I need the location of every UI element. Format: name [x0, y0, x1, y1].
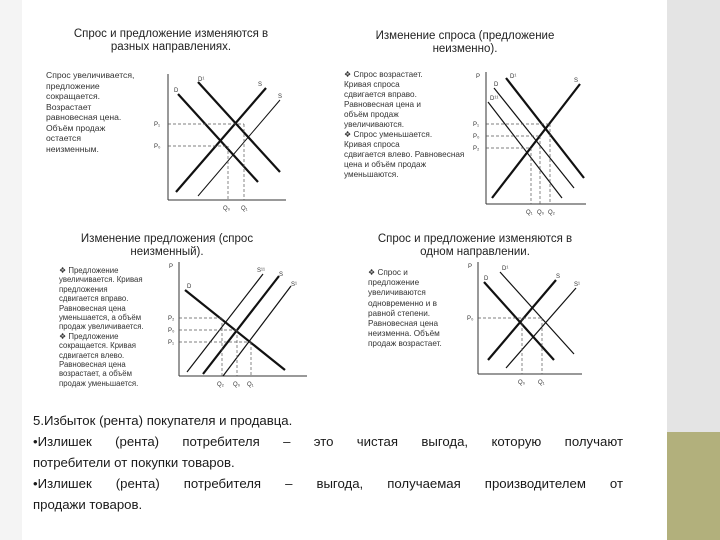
panel-description — [344, 70, 468, 180]
panel-demand-change — [340, 22, 590, 218]
description-line: объём продаж — [344, 110, 399, 119]
description-line: сокращается. — [46, 91, 101, 101]
panel-title-line: неизменный). — [130, 246, 204, 258]
panel-title-line: Изменение спроса (предложение — [375, 30, 555, 42]
description-item — [59, 332, 169, 341]
description-item — [344, 130, 468, 140]
description-line: Спрос и — [377, 268, 408, 277]
description-line: неизменным. — [46, 143, 99, 154]
panel-opposite-directions — [36, 22, 306, 222]
description-line: Спрос увеличивается, — [46, 70, 135, 80]
description-line: Спрос уменьшается. — [353, 130, 433, 139]
panel-supply-change — [55, 226, 317, 392]
description-line: возрастает, а объём — [59, 369, 132, 379]
right-strip — [667, 0, 720, 432]
axis-label: P — [468, 264, 473, 270]
axis-label: P₁ — [154, 122, 161, 128]
axis-label: P₀ — [473, 134, 480, 140]
curve-label: D¹ — [510, 74, 517, 80]
curve-label: D — [484, 276, 489, 282]
description-line: уменьшается, а объём — [59, 313, 142, 323]
description-line: предложение — [46, 80, 100, 91]
panel-title — [40, 28, 302, 54]
axis-label: P₁ — [473, 122, 480, 128]
curve-label: S — [279, 272, 284, 278]
bullet-line: •Излишек (рента) потребителя – выгода, получаемая производителем от — [33, 476, 623, 491]
axis-label: Q₀ — [537, 210, 545, 216]
axis-label: Q₂ — [217, 382, 224, 388]
description-line: продаж уменьшается. — [59, 378, 139, 388]
panel-title — [342, 30, 588, 56]
description-line: одновременно и в — [368, 298, 437, 308]
supply-demand-diagram — [148, 72, 288, 222]
demand-curve-d1 — [198, 82, 283, 172]
panel-title-line: разных направлениях. — [110, 41, 232, 53]
description-line: Объём продаж — [46, 122, 106, 133]
axis-label: Q₀ — [518, 380, 526, 386]
slide-body-text — [33, 410, 623, 515]
panel-description — [46, 70, 161, 154]
panel-title-line: одном направлении. — [420, 246, 530, 258]
bullet-line: продажи товаров. — [33, 497, 143, 512]
description-line: увеличиваются. — [344, 120, 405, 129]
panel-description — [368, 268, 464, 350]
right-accent-strip — [667, 432, 720, 540]
description-line: сдвигается влево. — [59, 350, 125, 360]
curve-label: D — [174, 88, 179, 94]
panel-title-line: Спрос и предложение изменяются в — [377, 233, 573, 245]
description-line: предложения — [59, 284, 108, 294]
demand-curve-d — [494, 88, 574, 188]
description-line: продаж увеличивается. — [59, 322, 144, 332]
bullet-icon: ❖ — [344, 70, 352, 79]
description-line: цена и объём продаж — [344, 160, 427, 169]
description-line: остается — [46, 133, 81, 143]
description-line: неизменна. Объём — [368, 329, 440, 339]
curve-label: D¹¹ — [490, 96, 499, 102]
bullet-icon: ❖ — [59, 331, 67, 341]
bullet-icon: ❖ — [59, 266, 67, 275]
axis-label: P₂ — [168, 316, 175, 322]
panel-title-line: Изменение предложения (спрос — [80, 233, 254, 245]
supply-curve-s — [203, 276, 279, 374]
description-line: Предложение — [68, 331, 119, 341]
curve-label: S — [258, 82, 263, 88]
description-line: Предложение — [68, 266, 119, 275]
section-heading: 5.Избыток (рента) покупателя и продавца. — [33, 413, 293, 428]
axis-label: Q₂ — [548, 210, 555, 216]
description-item — [368, 268, 464, 278]
left-margin — [0, 0, 22, 540]
curve-label: D¹ — [198, 77, 205, 83]
description-line: равной степени. — [368, 308, 431, 318]
description-line: Равновесная цена и — [344, 100, 421, 109]
supply-demand-diagram — [470, 70, 588, 218]
description-line: Кривая спроса — [344, 140, 400, 149]
axis-label: P₀ — [467, 316, 474, 322]
supply-curve-s11 — [187, 274, 263, 372]
description-line: Равновесная цена — [368, 319, 439, 329]
supply-demand-diagram — [167, 260, 311, 390]
description-line: продаж возрастает. — [368, 339, 442, 349]
axis-label: P₁ — [168, 340, 175, 346]
panel-title — [366, 233, 584, 259]
description-line: сдвигается влево. Равновесная — [344, 150, 465, 159]
panel-same-direction — [364, 226, 586, 392]
description-line: увеличиваются — [368, 288, 426, 298]
axis-label: Q₁ — [538, 380, 545, 386]
curve-label: S — [574, 78, 579, 84]
description-line: Равновесная цена — [59, 360, 126, 370]
axis-label: P₂ — [473, 146, 480, 152]
description-line: увеличивается. Кривая — [59, 275, 143, 285]
description-line: сокращается. Кривая — [59, 341, 137, 351]
panel-title-line: Спрос и предложение изменяются в — [73, 28, 269, 40]
curve-label: S — [556, 274, 561, 280]
curve-label: S — [278, 94, 283, 100]
axis-label: Q₁ — [241, 206, 248, 212]
panel-description — [59, 266, 169, 388]
description-line: равновесная цена. — [46, 112, 122, 122]
supply-curve-s1 — [223, 286, 291, 376]
description-line: Спрос возрастает. — [353, 70, 423, 79]
curve-label: S¹ — [574, 282, 580, 288]
axis-label: Q₀ — [233, 382, 241, 388]
curve-label: S¹¹ — [257, 268, 265, 274]
description-item — [344, 70, 468, 80]
axis-label: Q₀ — [223, 206, 231, 212]
panel-title-line: неизменно). — [432, 43, 498, 55]
curve-label: S¹ — [291, 282, 297, 288]
supply-demand-diagram — [466, 260, 584, 390]
demand-curve-d — [178, 94, 258, 182]
panel-title — [57, 233, 277, 259]
axis-label: P — [169, 264, 174, 270]
description-line: сдвигается вправо. — [59, 294, 129, 304]
axis-label: P — [476, 74, 481, 80]
curve-label: D — [494, 82, 499, 88]
bullet-line: •Излишек (рента) потребителя – это чистая выгода, которую получают — [33, 434, 623, 449]
description-item — [59, 266, 169, 275]
axis-label: P₀ — [154, 144, 161, 150]
demand-curve-d11 — [488, 102, 562, 198]
bullet-line: потребители от покупки товаров. — [33, 455, 235, 470]
description-line: Возрастает — [46, 101, 92, 112]
description-line: уменьшаются. — [344, 170, 399, 179]
description-line: Кривая спроса — [344, 80, 400, 89]
axis-label: Q₁ — [526, 210, 533, 216]
bullet-icon: ❖ — [344, 130, 352, 139]
axis-label: P₀ — [168, 328, 175, 334]
curve-label: D¹ — [502, 266, 509, 272]
curve-label: D — [187, 284, 192, 290]
supply-curve-s-shifted — [198, 100, 280, 196]
description-line: Равновесная цена — [59, 303, 126, 313]
description-line: предложение — [368, 278, 420, 288]
description-line: сдвигается вправо. — [344, 90, 417, 99]
axis-label: Q₁ — [247, 382, 254, 388]
bullet-icon: ❖ — [368, 268, 376, 277]
